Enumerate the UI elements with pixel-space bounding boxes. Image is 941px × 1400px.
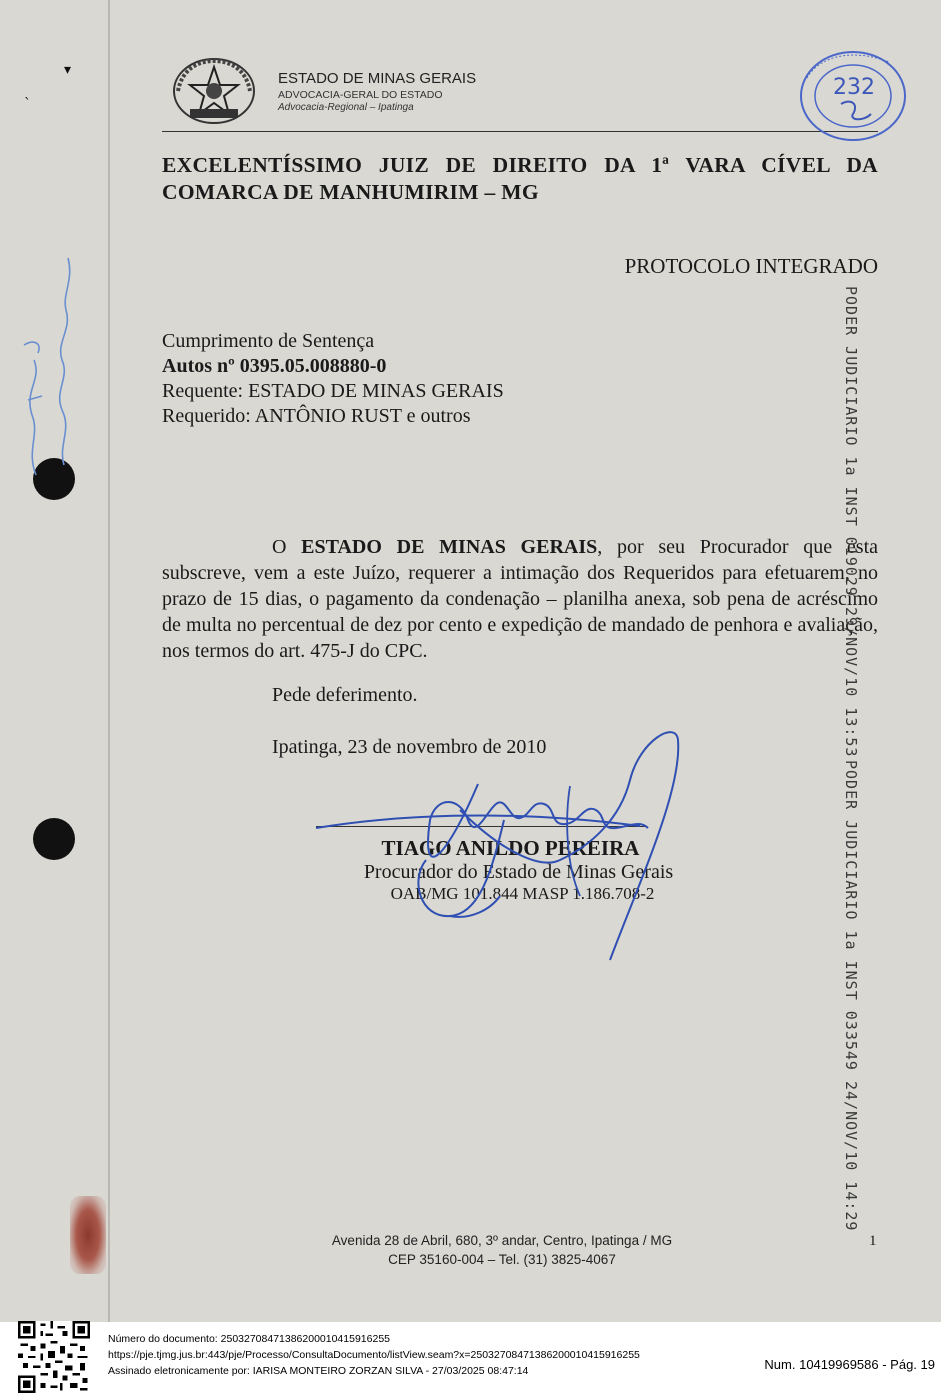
- court-receipt-stamp-1: PODER JUDICIARIO 1a INST 019029 29/NOV/10 13:53: [842, 286, 860, 758]
- case-requerido: Requerido: ANTÔNIO RUST e outros: [162, 405, 471, 427]
- case-number: Autos nº 0395.05.008880-0: [162, 355, 387, 377]
- closing-text: Pede deferimento.: [272, 684, 418, 706]
- header-title: ESTADO DE MINAS GERAIS: [278, 70, 477, 87]
- place-date: Ipatinga, 23 de novembro de 2010: [272, 736, 547, 758]
- document-number: Número do documento: 25032708471386200010415916255: [108, 1333, 390, 1345]
- document-url[interactable]: https://pje.tjmg.jus.br:443/pje/Processo/ConsultaDocumento/listView.seam?x=25032708471386200010415916255: [108, 1349, 640, 1361]
- document-page-reference: Num. 10419969586 - Pág. 19: [764, 1357, 935, 1372]
- handwritten-margin-note: [6, 250, 86, 480]
- tick-mark: ▾: [64, 62, 72, 78]
- header-rule: [162, 131, 878, 132]
- header-office: Advocacia-Regional – Ipatinga: [278, 102, 414, 113]
- handwritten-signature: [300, 700, 700, 970]
- footer-address-line2: CEP 35160-004 – Tel. (31) 3825-4067: [388, 1252, 616, 1267]
- stamp-number: 232: [833, 75, 875, 100]
- footer-address-line1: Avenida 28 de Abril, 680, 3º andar, Centro, Ipatinga / MG: [331, 1233, 673, 1248]
- page-number: 1: [869, 1233, 877, 1249]
- tick-mark: ˎ: [24, 84, 31, 100]
- signer-name: TIAGO ANILDO PEREIRA: [381, 836, 640, 860]
- body-opening: O: [272, 536, 302, 558]
- qr-code-icon: [18, 1321, 90, 1393]
- case-requerente: Requente: ESTADO DE MINAS GERAIS: [162, 380, 504, 402]
- court-protocol-stamp-icon: [793, 48, 909, 144]
- case-type: Cumprimento de Sentença: [162, 330, 375, 352]
- footer-address: [0, 1231, 941, 1269]
- body-request: , por seu Procurador que esta subscreve, vem a este Juízo, requerer a intimação dos Requeridos para efetuarem, no prazo de 15 dias, o pagamento da condenação – planilha anexa, sob pena de acréscimo de multa no percentual de dez por cento e expedição de mandado de penhora e avaliação, nos termos do art. 475-J do CPC.: [162, 536, 879, 662]
- body-party: ESTADO DE MINAS GERAIS: [301, 536, 598, 558]
- header-subtitle: ADVOCACIA-GERAL DO ESTADO: [278, 89, 443, 101]
- protocolo-label: PROTOCOLO INTEGRADO: [624, 254, 878, 278]
- state-coat-of-arms-icon: [168, 55, 260, 127]
- signer-registration: OAB/MG 101.844 MASP 1.186.708-2: [390, 884, 655, 903]
- signer-role: Procurador do Estado de Minas Gerais: [363, 861, 674, 883]
- page-edge-divider: [108, 0, 110, 1322]
- electronic-signature: Assinado eletronicamente por: IARISA MONTEIRO ZORZAN SILVA - 27/03/2025 08:47:14: [108, 1365, 529, 1377]
- petition-paragraph: [162, 534, 878, 664]
- addressee-heading: EXCELENTÍSSIMO JUIZ DE DIREITO DA 1ª VARA CÍVEL DA COMARCA DE MANHUMIRIM – MG: [162, 153, 878, 204]
- court-receipt-stamp-2: PODER JUDICIARIO 1a INST 033549 24/NOV/10 14:29: [842, 760, 860, 1232]
